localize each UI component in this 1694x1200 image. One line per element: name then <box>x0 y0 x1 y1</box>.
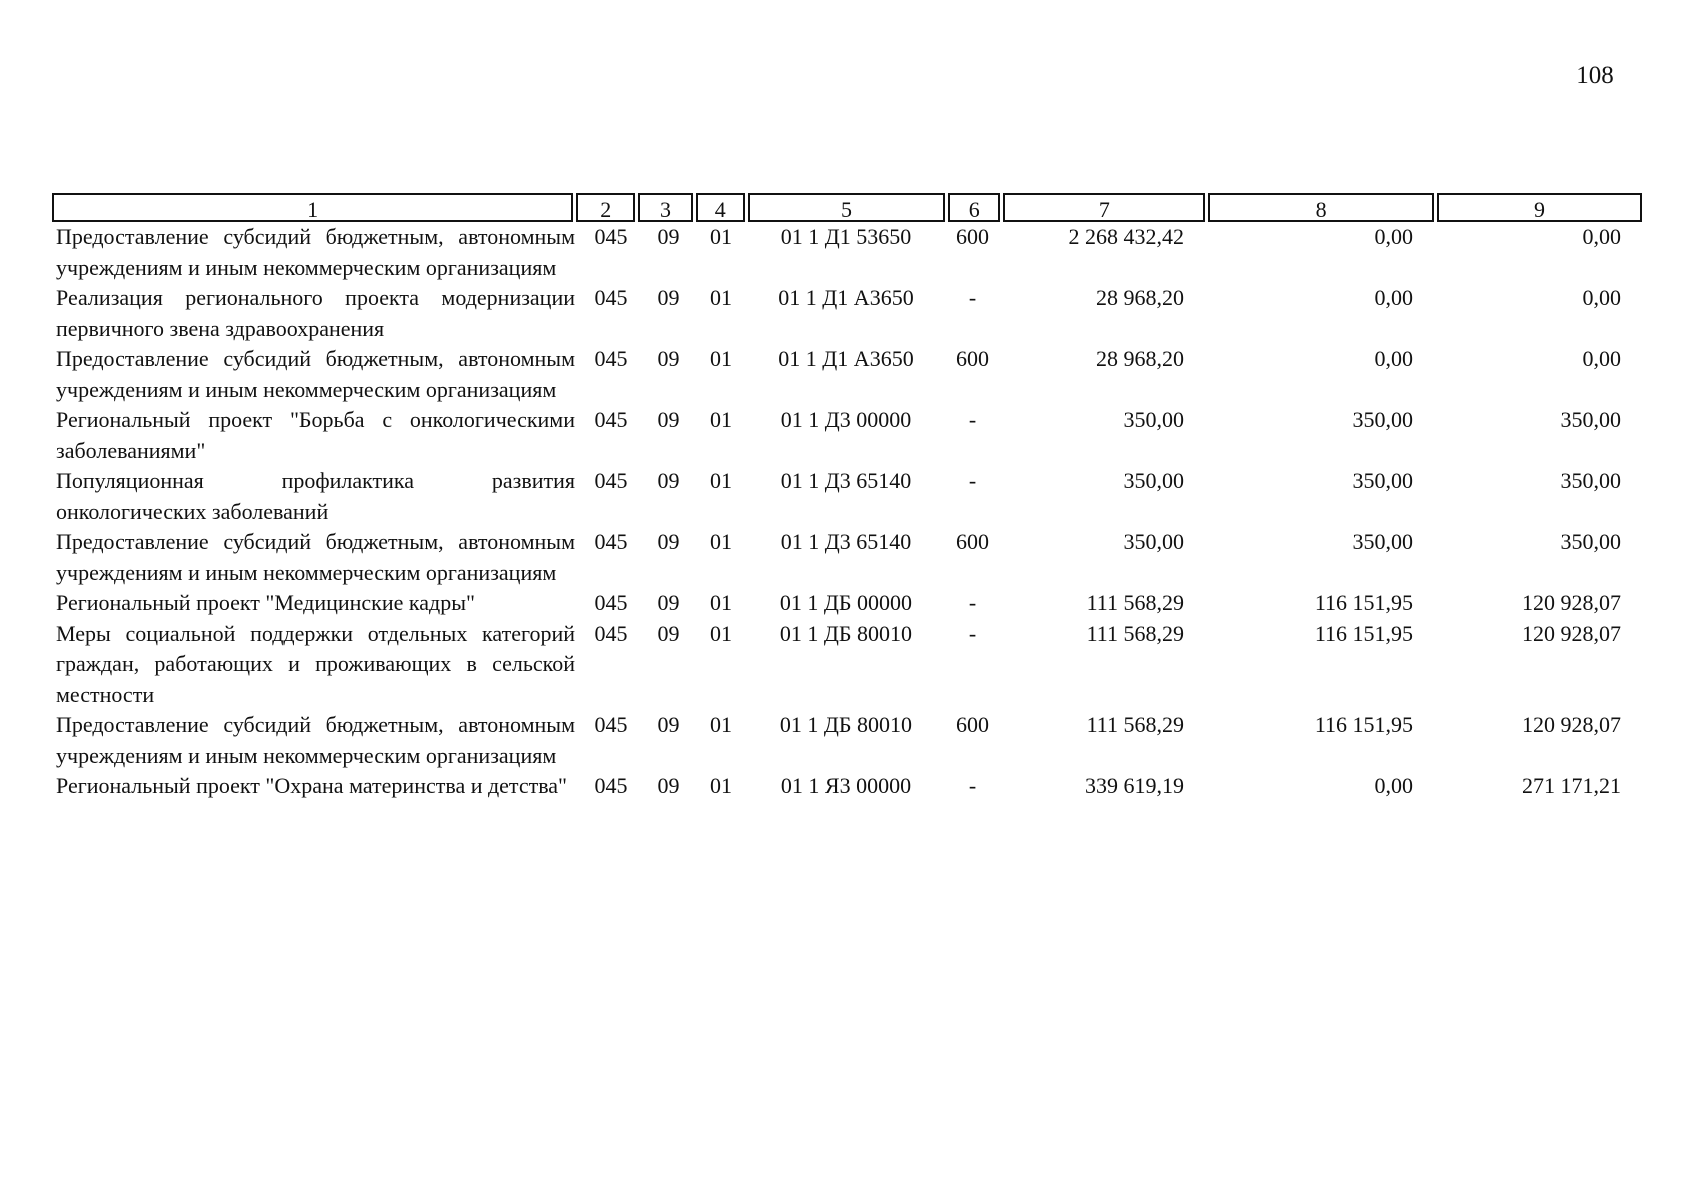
value-col-9-cell: 0,00 <box>1582 346 1621 371</box>
value-col-7-cell: 2 268 432,42 <box>1068 224 1184 249</box>
target-article-cell: 01 1 Д3 65140 <box>780 468 912 493</box>
table-body <box>52 222 1642 802</box>
value-col-8-cell: 0,00 <box>1374 224 1413 249</box>
program-code-cell: 045 <box>594 468 628 493</box>
subsection-code-cell: 01 <box>710 712 732 737</box>
value-col-9-cell: 0,00 <box>1582 224 1621 249</box>
value-col-7-cell: 339 619,19 <box>1085 773 1184 798</box>
section-code-cell: 09 <box>657 285 680 310</box>
value-col-7-cell: 111 568,29 <box>1086 712 1184 737</box>
table-row <box>52 527 1642 588</box>
value-col-9-cell: 120 928,07 <box>1522 620 1621 646</box>
target-article-cell: 01 1 ДБ 80010 <box>779 620 913 646</box>
value-col-9-cell: 120 928,07 <box>1522 590 1621 615</box>
target-article-cell: 01 1 Д1 А3650 <box>778 346 914 371</box>
value-col-8-cell: 350,00 <box>1352 468 1413 493</box>
column-header-6: 6 <box>948 193 1000 222</box>
value-col-7-cell: 350,00 <box>1123 468 1184 493</box>
subsection-code-cell: 01 <box>710 620 732 646</box>
value-col-7-cell: 28 968,20 <box>1096 285 1184 310</box>
value-col-8-cell: 116 151,95 <box>1314 590 1413 615</box>
table-row <box>52 771 1642 802</box>
target-article-cell: 01 1 Д1 53650 <box>780 224 912 249</box>
expense-type-cell: - <box>968 468 977 493</box>
target-article-cell: 01 1 ДБ 80010 <box>779 712 913 737</box>
subsection-code-cell: 01 <box>710 224 732 249</box>
table-row <box>52 466 1642 527</box>
value-col-9-cell: 350,00 <box>1560 468 1621 493</box>
target-article-cell: 01 1 ДБ 00000 <box>779 590 913 615</box>
program-code-cell: 045 <box>594 773 628 798</box>
table-header-row <box>52 193 1642 222</box>
program-code-cell: 045 <box>594 407 628 432</box>
section-code-cell: 09 <box>657 468 680 493</box>
section-code-cell: 09 <box>657 590 680 615</box>
subsection-code-cell: 01 <box>710 529 732 554</box>
value-col-8-cell: 350,00 <box>1352 529 1413 554</box>
section-code-cell: 09 <box>657 529 680 554</box>
expense-type-cell: - <box>968 620 977 646</box>
column-header-7: 7 <box>1003 193 1205 222</box>
table-row <box>52 222 1642 283</box>
expense-type-cell: 600 <box>956 346 989 371</box>
row-name-cell: Предоставление субсидий бюджетным, автономным учреждениям и иным некоммерческим организациям <box>56 346 575 402</box>
section-code-cell: 09 <box>657 224 680 249</box>
table-row <box>52 344 1642 405</box>
row-name-cell: Меры социальной поддержки отдельных категорий граждан, работающих и проживающих в сельской местности <box>56 620 575 707</box>
program-code-cell: 045 <box>594 346 628 371</box>
subsection-code-cell: 01 <box>710 590 732 615</box>
row-name-cell: Популяционная профилактика развития онкологических заболеваний <box>56 468 575 524</box>
value-col-7-cell: 28 968,20 <box>1096 346 1184 371</box>
value-col-8-cell: 350,00 <box>1352 407 1413 432</box>
program-code-cell: 045 <box>594 224 628 249</box>
program-code-cell: 045 <box>594 620 628 646</box>
program-code-cell: 045 <box>594 285 628 310</box>
value-col-8-cell: 0,00 <box>1374 346 1413 371</box>
value-col-9-cell: 271 171,21 <box>1522 773 1621 798</box>
program-code-cell: 045 <box>594 529 628 554</box>
value-col-9-cell: 0,00 <box>1582 285 1621 310</box>
section-code-cell: 09 <box>657 712 680 737</box>
column-header-1: 1 <box>52 193 573 222</box>
section-code-cell: 09 <box>657 620 680 646</box>
expense-type-cell: 600 <box>956 529 989 554</box>
expense-type-cell: - <box>968 407 977 432</box>
value-col-9-cell: 350,00 <box>1560 529 1621 554</box>
column-header-3: 3 <box>638 193 692 222</box>
value-col-7-cell: 111 568,29 <box>1086 620 1184 646</box>
table-row <box>52 405 1642 466</box>
table-row <box>52 619 1642 711</box>
column-header-5: 5 <box>748 193 945 222</box>
program-code-cell: 045 <box>594 590 628 615</box>
column-header-2: 2 <box>576 193 635 222</box>
value-col-7-cell: 350,00 <box>1123 407 1184 432</box>
target-article-cell: 01 1 Д3 00000 <box>780 407 912 432</box>
section-code-cell: 09 <box>657 773 680 798</box>
expense-type-cell: 600 <box>956 224 989 249</box>
subsection-code-cell: 01 <box>710 468 732 493</box>
budget-table <box>52 193 1642 802</box>
row-name-cell: Реализация регионального проекта модернизации первичного звена здравоохранения <box>56 285 575 341</box>
table-row <box>52 588 1642 619</box>
column-header-8: 8 <box>1208 193 1434 222</box>
subsection-code-cell: 01 <box>710 346 732 371</box>
section-code-cell: 09 <box>657 346 680 371</box>
target-article-cell: 01 1 Д3 65140 <box>780 529 912 554</box>
expense-type-cell: 600 <box>956 712 989 737</box>
expense-type-cell: - <box>968 285 977 310</box>
table-row <box>52 710 1642 771</box>
row-name-cell: Региональный проект "Медицинские кадры" <box>56 590 475 615</box>
value-col-7-cell: 111 568,29 <box>1086 590 1184 615</box>
page-number: 108 <box>1576 62 1614 89</box>
row-name-cell: Предоставление субсидий бюджетным, автономным учреждениям и иным некоммерческим организациям <box>56 712 575 768</box>
target-article-cell: 01 1 Я3 00000 <box>780 773 912 798</box>
subsection-code-cell: 01 <box>710 407 732 432</box>
row-name-cell: Региональный проект "Охрана материнства и детства" <box>56 773 568 798</box>
value-col-8-cell: 0,00 <box>1374 285 1413 310</box>
value-col-8-cell: 116 151,95 <box>1314 712 1413 737</box>
subsection-code-cell: 01 <box>710 773 732 798</box>
column-header-9: 9 <box>1437 193 1642 222</box>
value-col-8-cell: 116 151,95 <box>1314 620 1413 646</box>
row-name-cell: Региональный проект "Борьба с онкологическими заболеваниями" <box>56 407 575 463</box>
subsection-code-cell: 01 <box>710 285 732 310</box>
value-col-7-cell: 350,00 <box>1123 529 1184 554</box>
program-code-cell: 045 <box>594 712 628 737</box>
value-col-9-cell: 120 928,07 <box>1522 712 1621 737</box>
section-code-cell: 09 <box>657 407 680 432</box>
target-article-cell: 01 1 Д1 А3650 <box>778 285 914 310</box>
expense-type-cell: - <box>968 773 977 798</box>
row-name-cell: Предоставление субсидий бюджетным, автономным учреждениям и иным некоммерческим организациям <box>56 224 575 280</box>
expense-type-cell: - <box>968 590 977 615</box>
value-col-8-cell: 0,00 <box>1374 773 1413 798</box>
value-col-9-cell: 350,00 <box>1560 407 1621 432</box>
column-header-4: 4 <box>696 193 745 222</box>
table-row <box>52 283 1642 344</box>
row-name-cell: Предоставление субсидий бюджетным, автономным учреждениям и иным некоммерческим организациям <box>56 529 575 585</box>
